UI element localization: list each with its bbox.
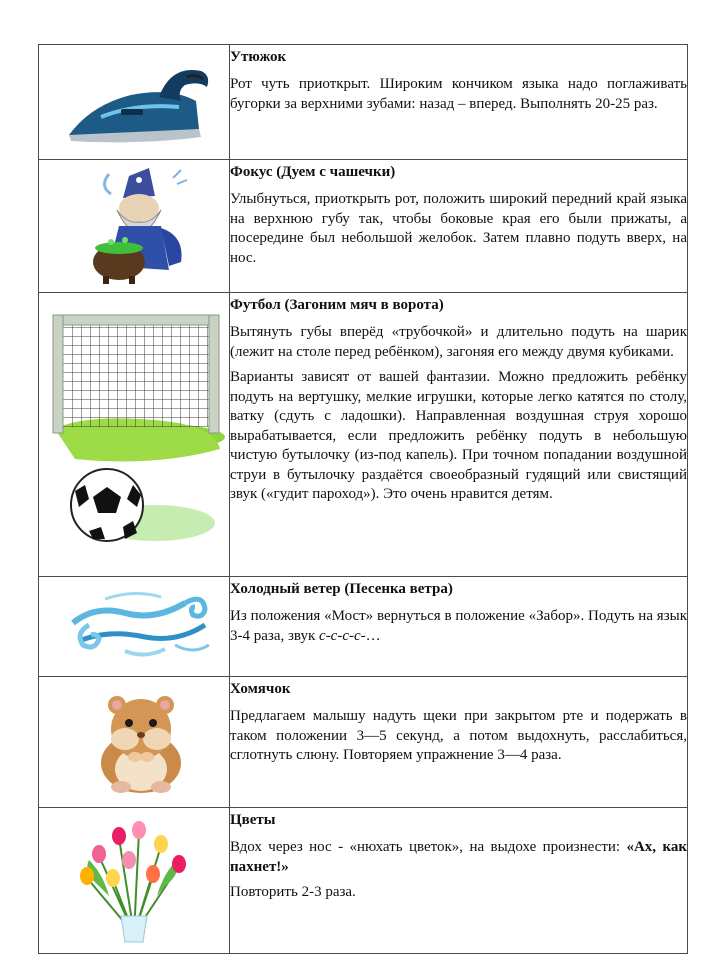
phrase-text: «Ах, как пахнет!» xyxy=(230,839,688,875)
exercise-row-wind xyxy=(39,577,688,677)
flowers-image-cell xyxy=(39,808,230,954)
exercise-row-focus xyxy=(39,160,688,293)
exercise-title: Фокус (Дуем с чашечки) xyxy=(230,164,396,180)
hamster-text-cell xyxy=(230,677,688,808)
hamster-icon xyxy=(91,687,191,797)
iron-text-cell xyxy=(230,45,688,160)
exercise-title: Цветы xyxy=(230,812,276,828)
wizard-image-cell xyxy=(39,160,230,293)
football-text-cell xyxy=(230,293,688,577)
exercise-row-iron xyxy=(39,45,688,160)
exercise-row-flowers xyxy=(39,808,688,954)
wind-icon xyxy=(65,585,215,665)
exercise-title: Хомячок xyxy=(230,681,291,697)
football-image-cell xyxy=(39,293,230,577)
exercise-description xyxy=(230,607,687,646)
exercise-variants: Варианты зависят от вашей фантазии. Можно предложить ребёнку подуть на вертушку, мелкие игрушки, которые легко катятся по столу, ватку (сдуть с ладошки). Направленная воздушная струя хорошо вырабатывается, если предложить ребёнку подуть в небольшую чистую бутылочку (из-под капель). При точном попадании воздушной струи в бутылочку раздаётся своеобразный гудящий или свистящий звук («гудит пароход»). Это очень нравится детям. xyxy=(230,369,687,502)
hamster-image-cell xyxy=(39,677,230,808)
exercise-row-football xyxy=(39,293,688,577)
soccer-ball-icon xyxy=(71,469,143,541)
exercise-description: Вытянуть губы вперёд «трубочкой» и длительно подуть на шарик (лежит на столе перед ребёнком), загоняя его между двумя кубиками. xyxy=(230,324,687,360)
exercise-description: Улыбнуться, приоткрыть рот, положить широкий передний край языка на верхнюю губу так, чтобы боковые края его были прижаты, а посередине был небольшой желобок. Затем плавно подуть вверх, на нос. xyxy=(230,191,687,266)
description-main: Вдох через нос - «нюхать цветок», на выдохе произнести: xyxy=(230,839,627,855)
exercise-description: Рот чуть приоткрыт. Широким кончиком языка надо поглаживать бугорки за верхними зубами: назад – вперед. Выполнять 20-25 раз. xyxy=(230,76,687,112)
wind-image-cell xyxy=(39,577,230,677)
exercise-title: Холодный ветер (Песенка ветра) xyxy=(230,581,453,597)
exercise-table xyxy=(38,44,688,954)
flowers-text-cell xyxy=(230,808,688,954)
focus-text-cell xyxy=(230,160,688,293)
description-tail: … xyxy=(365,627,381,644)
description-main: Из положения «Мост» вернуться в положение «Забор». Подуть на язык 3-4 раза, звук xyxy=(230,608,687,644)
sound-text: с-с-с-с- xyxy=(319,627,366,644)
wind-text-cell xyxy=(230,577,688,677)
tulips-icon xyxy=(69,816,199,946)
exercise-description xyxy=(230,838,687,877)
soccer-goal-icon xyxy=(45,309,225,559)
exercise-description: Предлагаем малышу надуть щеки при закрытом рте и подержать в таком положении 3—5 секунд, а потом выдохнуть, расслабиться, сглотнуть слюну. Повторяем упражнение 3—4 раза. xyxy=(230,708,687,763)
iron-image-cell xyxy=(39,45,230,160)
exercise-title: Футбол (Загоним мяч в ворота) xyxy=(230,297,444,313)
exercise-repeat: Повторить 2-3 раза. xyxy=(230,884,356,900)
iron-icon xyxy=(61,57,211,147)
wizard-icon xyxy=(89,166,199,286)
exercise-row-hamster xyxy=(39,677,688,808)
exercise-title: Утюжок xyxy=(230,49,287,65)
